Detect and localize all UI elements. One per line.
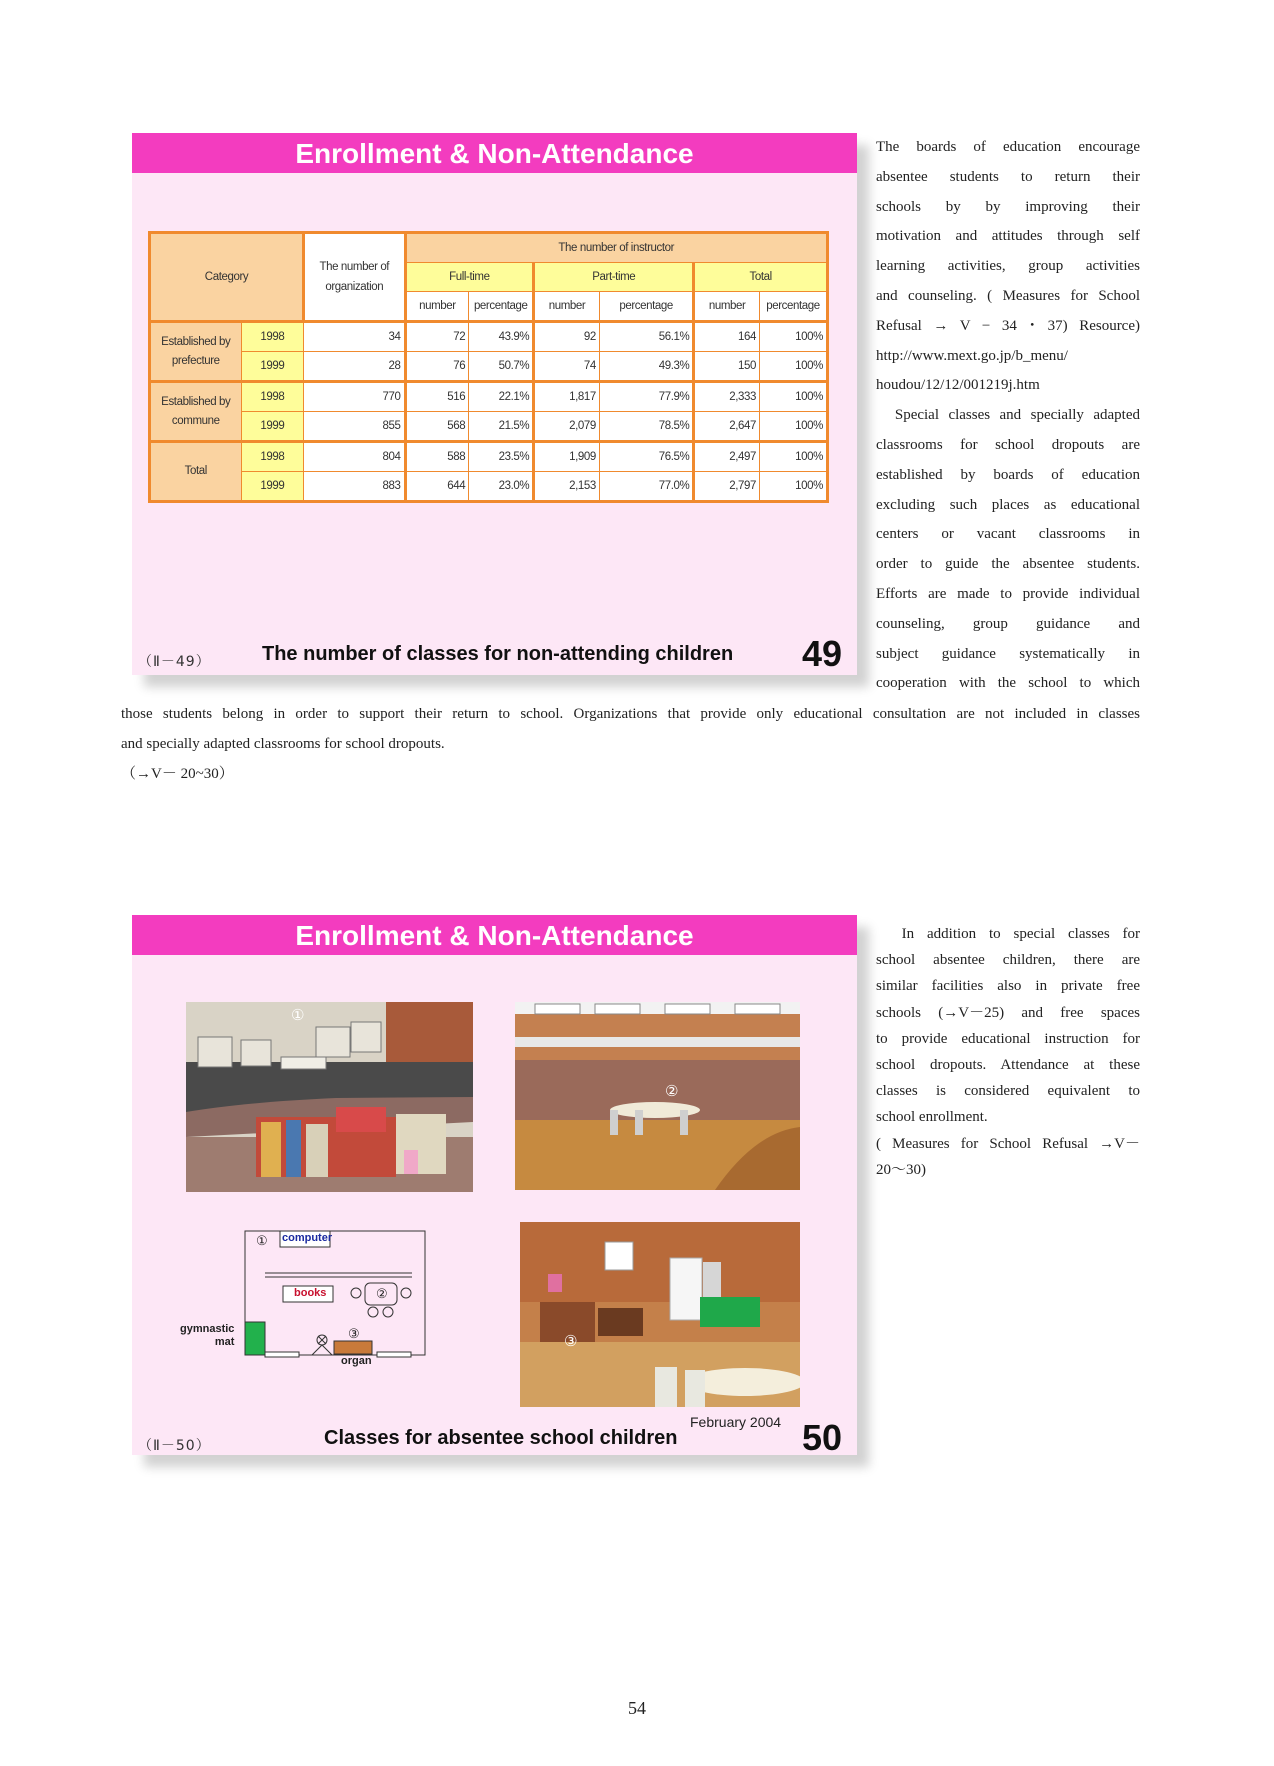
ft-percentage-cell: 43.9% xyxy=(469,322,534,352)
floor-plan xyxy=(172,1223,442,1373)
total-percentage-cell: 100% xyxy=(760,382,828,412)
slide-50 xyxy=(132,915,857,1458)
text-line: school absentee children, there are xyxy=(876,952,1140,969)
slide-number: 49 xyxy=(802,633,843,674)
subheader-percentage: percentage xyxy=(599,292,694,322)
row-group-label xyxy=(150,322,242,382)
ft-number-cell: 76 xyxy=(405,352,469,382)
pt-percentage-cell: 56.1% xyxy=(599,322,694,352)
total-number-cell: 164 xyxy=(694,322,760,352)
ft-number-cell: 644 xyxy=(405,472,469,502)
text-line: schools by by improving their xyxy=(876,198,1140,215)
header-org-line2: organization xyxy=(325,281,384,293)
text-line: Special classes and specially adapted xyxy=(876,407,1140,424)
ft-percentage-cell: 22.1% xyxy=(469,382,534,412)
text-line: similar facilities also in private free xyxy=(876,978,1140,995)
ft-number-cell: 516 xyxy=(405,382,469,412)
text-line: schools (→V－25) and free spaces xyxy=(876,1004,1140,1021)
plan-label-organ: organ xyxy=(341,1355,372,1367)
year-cell: 1999 xyxy=(241,472,304,502)
pt-number-cell: 1,817 xyxy=(534,382,600,412)
text-line: ( Measures for School Refusal →V－ xyxy=(876,1135,1140,1152)
total-number-cell: 2,647 xyxy=(694,412,760,442)
text-line: learning activities, group activities xyxy=(876,258,1140,275)
total-percentage-cell: 100% xyxy=(760,352,828,382)
table-row xyxy=(150,472,828,502)
header-total: Total xyxy=(694,263,828,292)
header-org-line1: The number of xyxy=(319,261,390,273)
slide-reference: （Ⅱ－49） xyxy=(138,654,211,670)
org-cell: 34 xyxy=(304,322,405,352)
group-label-line2: prefecture xyxy=(171,354,220,367)
table-row xyxy=(150,322,828,352)
subheader-number: number xyxy=(694,292,760,322)
page-number: 54 xyxy=(628,1698,646,1718)
text-line: houdou/12/12/001219j.htm xyxy=(876,377,1040,394)
row-group-label xyxy=(150,442,242,502)
text-line: and specially adapted classrooms for school dropouts. xyxy=(121,735,445,752)
text-line: centers or vacant classrooms in xyxy=(876,526,1140,543)
total-number-cell: 2,497 xyxy=(694,442,760,472)
plan-marker-3: ③ xyxy=(348,1326,360,1341)
text-line: established by boards of education xyxy=(876,466,1140,483)
ft-number-cell: 588 xyxy=(405,442,469,472)
group-label-line1: Total xyxy=(184,465,207,477)
pt-percentage-cell: 76.5% xyxy=(599,442,694,472)
slide50-side-text xyxy=(876,921,1140,1183)
header-parttime: Part-time xyxy=(534,263,694,292)
text-line: 20～30) xyxy=(876,1161,926,1178)
photo-marker-1: ① xyxy=(291,1006,305,1024)
text-line: counseling, group guidance and xyxy=(876,615,1140,632)
total-number-cell: 150 xyxy=(694,352,760,382)
pt-percentage-cell: 78.5% xyxy=(599,412,694,442)
header-fulltime: Full-time xyxy=(405,263,534,292)
year-cell: 1998 xyxy=(241,322,304,352)
plan-label-books: books xyxy=(294,1287,327,1299)
gym-line-2: mat xyxy=(214,1336,235,1348)
photo-gym-room xyxy=(520,1222,800,1407)
text-line: http://www.mext.go.jp/b_menu/ xyxy=(876,347,1068,364)
enrollment-table xyxy=(148,231,829,503)
header-organization xyxy=(304,233,405,322)
text-line: Refusal → V − 34・37) Resource) xyxy=(876,317,1140,334)
meeting-room-image xyxy=(515,1002,800,1190)
header-instructor: The number of instructor xyxy=(405,233,827,263)
ft-percentage-cell: 23.0% xyxy=(469,472,534,502)
text-line: to provide educational instruction for xyxy=(876,1030,1140,1047)
text-line: cooperation with the school to which xyxy=(876,675,1140,692)
slide-title: Enrollment & Non-Attendance xyxy=(132,915,857,955)
ft-number-cell: 568 xyxy=(405,412,469,442)
group-label-line1: Established by xyxy=(161,395,231,408)
org-cell: 770 xyxy=(304,382,405,412)
text-line: those students belong in order to support their return to school. Organizations that provide only educational consultation are not included in classes xyxy=(121,706,1140,722)
photo-computer-room xyxy=(186,1002,473,1192)
subheader-percentage: percentage xyxy=(469,292,534,322)
text-line: In addition to special classes for xyxy=(876,926,1140,942)
plan-label-gymnastic-mat xyxy=(180,1323,234,1349)
slide-title: Enrollment & Non-Attendance xyxy=(132,133,857,173)
total-number-cell: 2,333 xyxy=(694,382,760,412)
subheader-number: number xyxy=(405,292,469,322)
gym-line-1: gymnastic xyxy=(180,1323,235,1335)
ft-number-cell: 72 xyxy=(405,322,469,352)
group-label-line1: Established by xyxy=(161,335,231,348)
pt-number-cell: 92 xyxy=(534,322,600,352)
pt-number-cell: 2,153 xyxy=(534,472,600,502)
slide-caption: The number of classes for non-attending children xyxy=(262,643,734,665)
text-line: Efforts are made to provide individual xyxy=(876,585,1140,602)
year-cell: 1999 xyxy=(241,412,304,442)
slide-reference: （Ⅱ－50） xyxy=(138,1438,211,1454)
photo-date: February 2004 xyxy=(690,1414,782,1430)
slide-number: 50 xyxy=(802,1417,843,1458)
plan-marker-1: ① xyxy=(256,1233,268,1248)
pt-percentage-cell: 49.3% xyxy=(599,352,694,382)
org-cell: 804 xyxy=(304,442,405,472)
pt-number-cell: 2,079 xyxy=(534,412,600,442)
ft-percentage-cell: 50.7% xyxy=(469,352,534,382)
total-percentage-cell: 100% xyxy=(760,472,828,502)
ft-percentage-cell: 21.5% xyxy=(469,412,534,442)
text-line: and counseling. ( Measures for School xyxy=(876,287,1140,304)
year-cell: 1999 xyxy=(241,352,304,382)
slide-caption: Classes for absentee school children xyxy=(324,1427,678,1449)
plan-marker-2: ② xyxy=(376,1286,388,1301)
text-line: subject guidance systematically in xyxy=(876,645,1140,662)
text-line: classrooms for school dropouts are xyxy=(876,436,1140,453)
group-label-line2: commune xyxy=(171,414,220,427)
total-percentage-cell: 100% xyxy=(760,442,828,472)
text-line: school enrollment. xyxy=(876,1109,988,1126)
text-line: school dropouts. Attendance at these xyxy=(876,1057,1140,1074)
plan-label-computer: computer xyxy=(282,1232,333,1244)
org-cell: 28 xyxy=(304,352,405,382)
ft-percentage-cell: 23.5% xyxy=(469,442,534,472)
row-group-label xyxy=(150,382,242,442)
total-number-cell: 2,797 xyxy=(694,472,760,502)
slide49-side-text xyxy=(876,133,1140,699)
pt-percentage-cell: 77.9% xyxy=(599,382,694,412)
year-cell: 1998 xyxy=(241,442,304,472)
subheader-percentage: percentage xyxy=(760,292,828,322)
text-line: order to guide the absentee students. xyxy=(876,556,1140,573)
total-percentage-cell: 100% xyxy=(760,412,828,442)
photo-marker-3: ③ xyxy=(564,1332,578,1350)
total-percentage-cell: 100% xyxy=(760,322,828,352)
text-line: The boards of education encourage xyxy=(876,139,1140,155)
table-row xyxy=(150,382,828,412)
header-category: Category xyxy=(150,233,304,322)
pt-percentage-cell: 77.0% xyxy=(599,472,694,502)
org-cell: 855 xyxy=(304,412,405,442)
text-line: classes is considered equivalent to xyxy=(876,1083,1140,1100)
gym-room-image xyxy=(520,1222,800,1407)
text-line: motivation and attitudes through self xyxy=(876,228,1140,245)
table-row xyxy=(150,442,828,472)
table-row xyxy=(150,352,828,382)
year-cell: 1998 xyxy=(241,382,304,412)
text-line: excluding such places as educational xyxy=(876,496,1140,513)
subheader-number: number xyxy=(534,292,600,322)
computer-room-image xyxy=(186,1002,473,1192)
pt-number-cell: 1,909 xyxy=(534,442,600,472)
text-line: absentee students to return their xyxy=(876,168,1140,185)
table-row xyxy=(150,412,828,442)
slide49-full-text xyxy=(121,700,1140,789)
org-cell: 883 xyxy=(304,472,405,502)
photo-marker-2: ② xyxy=(665,1082,679,1100)
photo-meeting-room xyxy=(515,1002,800,1190)
pt-number-cell: 74 xyxy=(534,352,600,382)
text-line: （→V－ 20~30） xyxy=(121,765,234,782)
